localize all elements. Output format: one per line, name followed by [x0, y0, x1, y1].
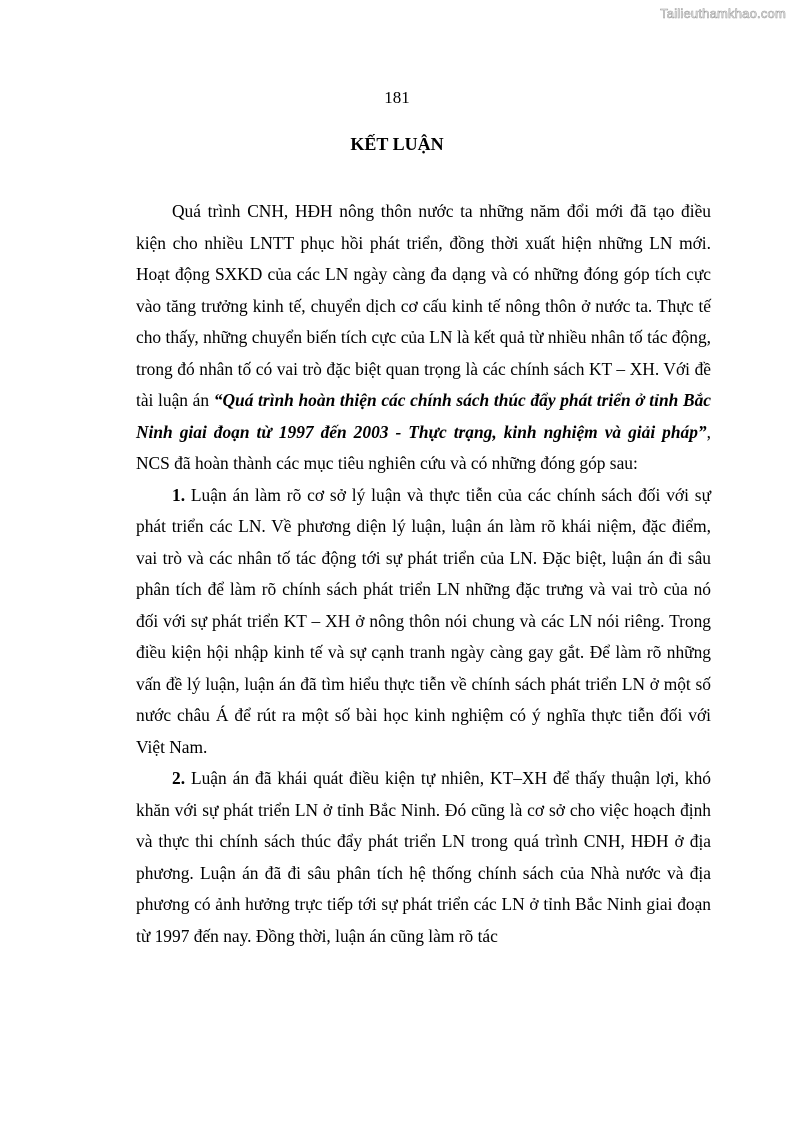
watermark-text: Tailieuthamkhao.com [660, 6, 786, 21]
intro-text-after: , NCS đã hoàn thành các mục tiêu nghiên cứu và có những đóng góp sau: [136, 421, 711, 473]
page-title: KẾT LUẬN [350, 134, 444, 154]
point-2-text: Luận án đã khái quát điều kiện tự nhiên, KT–XH để thấy thuận lợi, khó khăn với sự phát triển LN ở tỉnh Bắc Ninh. Đó cũng là cơ sở cho việc hoạch định và thực thi chính sách thúc đẩy phát triển LN trong quá trình CNH, HĐH ở địa phương. Luận án đã đi sâu phân tích hệ thống chính sách của Nhà nước và địa phương có ảnh hưởng trực tiếp tới sự phát triển các LN ở tỉnh Bắc Ninh giai đoạn từ 1997 đến nay. Đồng thời, luận án cũng làm rõ tác [136, 768, 711, 946]
point-2-paragraph [136, 763, 711, 952]
point-2-number: 2. [172, 768, 186, 788]
intro-paragraph [136, 196, 711, 480]
page-number: 181 [384, 88, 410, 107]
point-1-text: Luận án làm rõ cơ sở lý luận và thực tiễn của các chính sách đối với sự phát triển các LN. Về phương diện lý luận, luận án làm rõ khái niệm, đặc điểm, vai trò và các nhân tố tác động tới sự phát triển của LN. Đặc biệt, luận án đi sâu phân tích để làm rõ chính sách phát triển LN những đặc trưng và vai trò của nó đối với sự phát triển KT – XH ở nông thôn nói chung và các LN nói riêng. Trong điều kiện hội nhập kinh tế và sự cạnh tranh ngày càng gay gắt. Để làm rõ những vấn đề lý luận, luận án đã tìm hiểu thực tiễn về chính sách phát triển LN ở một số nước châu Á để rút ra một số bài học kinh nghiệm có ý nghĩa thực tiễn đối với Việt Nam. [136, 484, 711, 757]
body-text [136, 196, 711, 952]
point-1-number: 1. [172, 484, 186, 505]
thesis-title: “Quá trình hoàn thiện các chính sách thúc đẩy phát triển ở tỉnh Bắc Ninh giai đoạn từ 1997 đến 2003 - Thực trạng, kinh nghiệm và giải pháp” [136, 390, 711, 442]
point-1-paragraph [136, 480, 711, 764]
intro-text-before: Quá trình CNH, HĐH nông thôn nước ta những năm đổi mới đã tạo điều kiện cho nhiều LNTT phục hồi phát triển, đồng thời xuất hiện những LN mới. Hoạt động SXKD của các LN ngày càng đa dạng và có những đóng góp tích cực vào tăng trưởng kinh tế, chuyển dịch cơ cấu kinh tế nông thôn ở nước ta. Thực tế cho thấy, những chuyển biến tích cực của LN là kết quả từ nhiều nhân tố tác động, trong đó nhân tố có vai trò đặc biệt quan trọng là các chính sách KT – XH. Với đề tài luận án [136, 201, 711, 410]
